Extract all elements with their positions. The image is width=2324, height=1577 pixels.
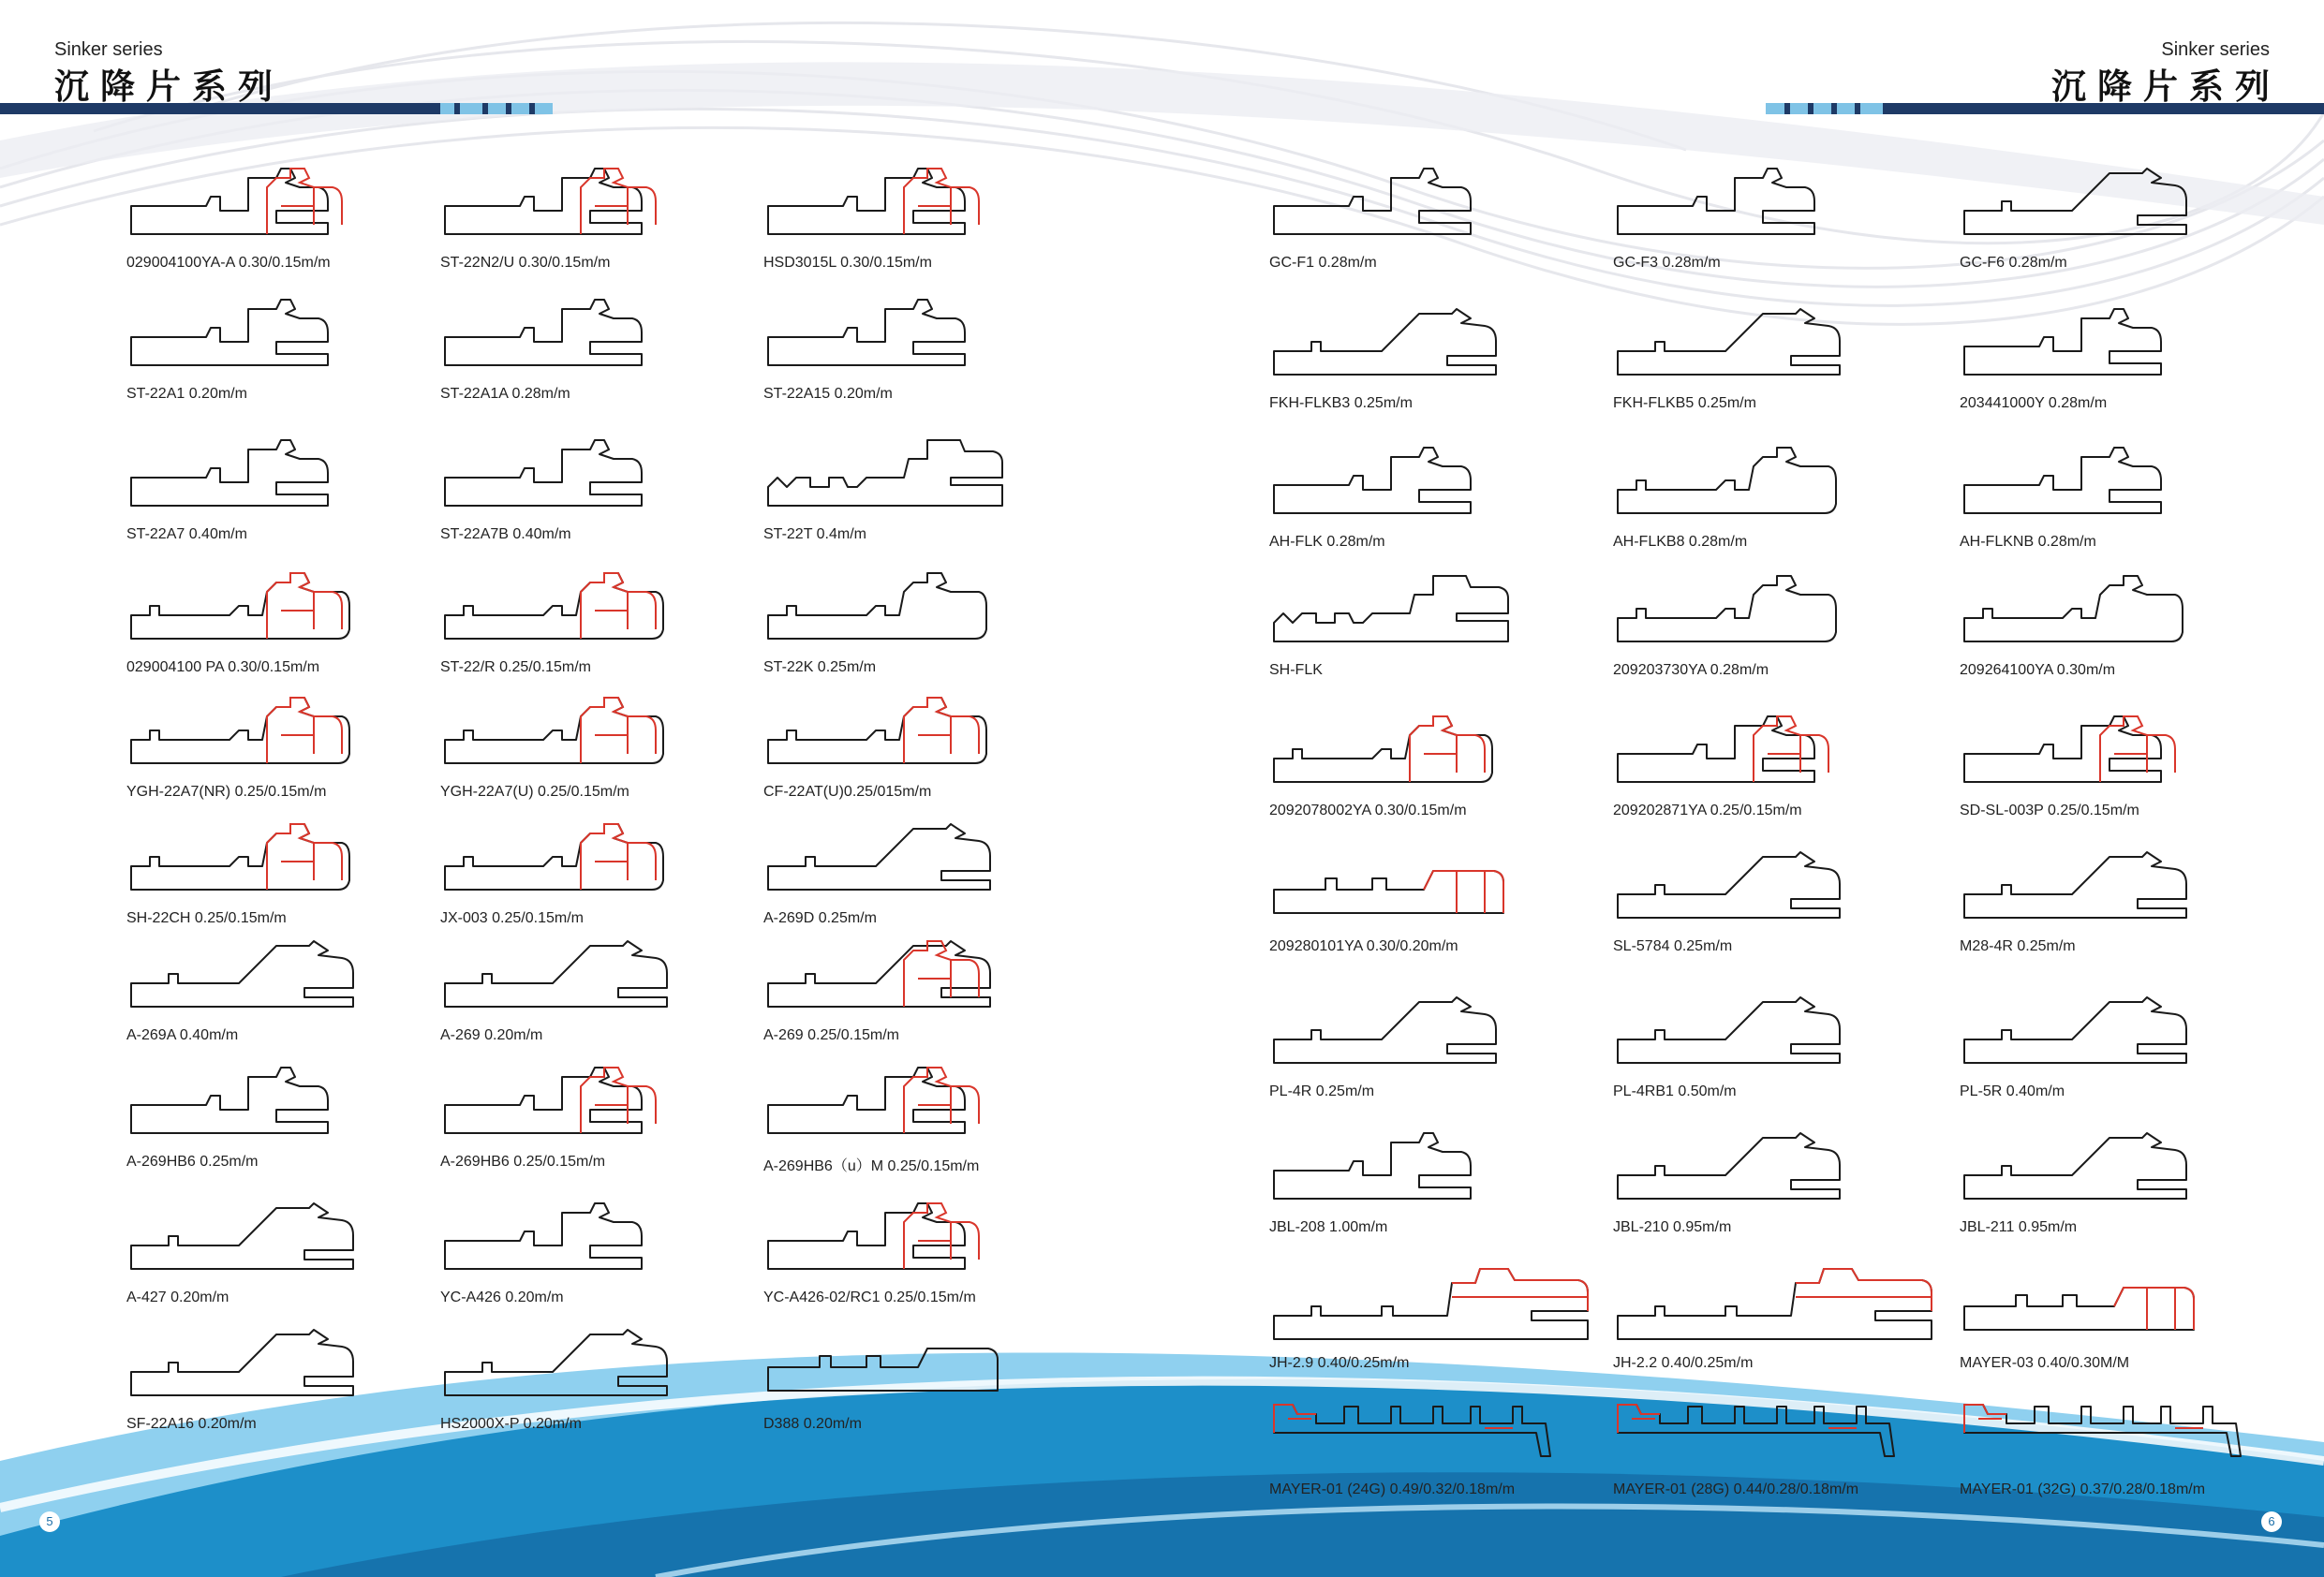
sinker-model-label: JH-2.2 0.40/0.25m/m (1613, 1355, 1754, 1371)
left-header-stripe (506, 103, 511, 114)
sinker-profile-path (1618, 1133, 1840, 1199)
sinker-profile-path (768, 698, 986, 763)
sinker-highlight-path (581, 1068, 656, 1133)
sinker-model-label: MAYER-03 0.40/0.30M/M (1960, 1355, 2130, 1371)
sinker-outline-icon (1613, 997, 1866, 1082)
sinker-profile-path (1274, 169, 1471, 234)
sinker-profile-path (445, 698, 663, 763)
sinker-model-label: 209203730YA 0.28m/m (1613, 662, 1769, 678)
sinker-highlight-path (1964, 1405, 2203, 1433)
sinker-profile-path (445, 941, 667, 1007)
sinker-model-label: ST-22A7B 0.40m/m (440, 526, 571, 542)
sinker-model-label: PL-5R 0.40m/m (1960, 1083, 2065, 1099)
sinker-model-label: YC-A426-02/RC1 0.25/0.15m/m (763, 1290, 976, 1305)
sinker-outline-icon (1269, 1269, 1597, 1353)
sinker-outline-icon (763, 1203, 1016, 1288)
sinker-profile-path (1964, 716, 2161, 782)
sinker-model-label: SH-FLK (1269, 662, 1323, 678)
sinker-profile-path (1274, 1405, 1550, 1456)
sinker-highlight-path (904, 1068, 979, 1133)
sinker-outline-icon (1960, 716, 2213, 801)
sinker-model-label: A-269HB6 0.25/0.15m/m (440, 1154, 606, 1170)
sinker-model-label: PL-4R 0.25m/m (1269, 1083, 1375, 1099)
sinker-outline-icon (1960, 1269, 2213, 1353)
sinker-model-label: A-269HB6（u）M 0.25/0.15m/m (763, 1158, 980, 1174)
sinker-outline-icon (763, 1068, 1016, 1152)
sinker-profile-path (1274, 309, 1496, 375)
sinker-highlight-path (1754, 716, 1828, 782)
sinker-model-label: 209202871YA 0.25/0.15m/m (1613, 803, 1802, 818)
sinker-model-label: ST-22K 0.25m/m (763, 659, 877, 675)
sinker-model-label: JBL-211 0.95m/m (1960, 1219, 2078, 1235)
sinker-outline-icon (1960, 309, 2213, 393)
sinker-outline-icon (1269, 1133, 1522, 1217)
right-header-stripe (1831, 103, 1837, 114)
sinker-outline-icon (1269, 169, 1522, 253)
sinker-outline-icon (440, 698, 693, 782)
sinker-outline-icon (1613, 1133, 1866, 1217)
sinker-outline-icon (1960, 169, 2213, 253)
sinker-profile-path (131, 573, 349, 639)
sinker-profile-path (768, 300, 965, 365)
sinker-profile-path (1964, 997, 2186, 1063)
sinker-highlight-path (904, 1203, 979, 1269)
sinker-profile-path (445, 573, 663, 639)
sinker-outline-icon (763, 573, 1016, 657)
sinker-outline-icon (763, 1330, 1016, 1414)
right-page-number: 6 (2261, 1511, 2282, 1532)
sinker-outline-icon (126, 1330, 379, 1414)
sinker-model-label: CF-22AT(U)0.25/015m/m (763, 784, 932, 800)
sinker-model-label: YC-A426 0.20m/m (440, 1290, 564, 1305)
sinker-outline-icon (763, 824, 1016, 908)
sinker-profile-path (1964, 169, 2186, 234)
sinker-profile-path (131, 941, 353, 1007)
sinker-profile-path (768, 1203, 965, 1269)
sinker-profile-path (1274, 716, 1492, 782)
sinker-profile-path (1274, 1133, 1471, 1199)
sinker-highlight-path (267, 169, 342, 234)
sinker-outline-icon (763, 300, 1016, 384)
sinker-highlight-path (1424, 871, 1503, 913)
sinker-model-label: SL-5784 0.25m/m (1613, 938, 1733, 954)
sinker-profile-path (131, 698, 349, 763)
sinker-outline-icon (440, 1068, 693, 1152)
sinker-profile-path (768, 440, 1002, 506)
sinker-profile-path (1618, 169, 1814, 234)
sinker-model-label: 209280101YA 0.30/0.20m/m (1269, 938, 1458, 954)
sinker-model-label: A-269HB6 0.25m/m (126, 1154, 259, 1170)
sinker-profile-path (768, 941, 990, 1007)
sinker-model-label: ST-22A1 0.20m/m (126, 386, 247, 402)
sinker-outline-icon (440, 941, 693, 1025)
sinker-outline-icon (1269, 309, 1522, 393)
sinker-highlight-path (1796, 1269, 1932, 1311)
sinker-model-label: YGH-22A7(U) 0.25/0.15m/m (440, 784, 629, 800)
sinker-profile-path (445, 824, 663, 890)
sinker-profile-path (768, 573, 986, 639)
sinker-profile-path (1618, 852, 1840, 918)
sinker-profile-path (1618, 309, 1840, 375)
sinker-model-label: 029004100 PA 0.30/0.15m/m (126, 659, 320, 675)
sinker-outline-icon (126, 440, 379, 524)
sinker-model-label: 203441000Y 0.28m/m (1960, 395, 2108, 411)
sinker-outline-icon (126, 1203, 379, 1288)
sinker-profile-path (1618, 1405, 1894, 1456)
sinker-model-label: ST-22A1A 0.28m/m (440, 386, 570, 402)
sinker-highlight-path (1618, 1405, 1857, 1433)
sinker-profile-path (1274, 997, 1496, 1063)
sinker-model-label: AH-FLKB8 0.28m/m (1613, 534, 1748, 550)
sinker-model-label: HS2000X-P 0.20m/m (440, 1416, 582, 1432)
sinker-outline-icon (440, 1203, 693, 1288)
sinker-highlight-path (904, 169, 979, 234)
sinker-model-label: ST-22N2/U 0.30/0.15m/m (440, 255, 611, 271)
sinker-outline-icon (1269, 852, 1522, 936)
sinker-model-label: ST-22A7 0.40m/m (126, 526, 247, 542)
sinker-highlight-path (581, 698, 656, 763)
sinker-profile-path (445, 1203, 642, 1269)
sinker-profile-path (1274, 576, 1508, 641)
sinker-outline-icon (126, 300, 379, 384)
sinker-model-label: HSD3015L 0.30/0.15m/m (763, 255, 932, 271)
sinker-highlight-path (1274, 1405, 1513, 1433)
sinker-model-label: JH-2.9 0.40/0.25m/m (1269, 1355, 1410, 1371)
sinker-outline-icon (1960, 852, 2213, 936)
right-header-chinese: 沉降片系列 (2051, 66, 2281, 107)
sinker-profile-path (445, 440, 642, 506)
sinker-outline-icon (1960, 1395, 2213, 1480)
sinker-highlight-path (581, 573, 656, 639)
right-header-english: Sinker series (2161, 39, 2270, 60)
sinker-model-label: SD-SL-003P 0.25/0.15m/m (1960, 803, 2139, 818)
sinker-model-label: 2092078002YA 0.30/0.15m/m (1269, 803, 1467, 818)
sinker-profile-path (1618, 448, 1836, 513)
sinker-highlight-path (2114, 1288, 2194, 1330)
sinker-model-label: M28-4R 0.25m/m (1960, 938, 2076, 954)
sinker-model-label: A-269D 0.25m/m (763, 910, 877, 926)
sinker-profile-path (1274, 448, 1471, 513)
sinker-model-label: MAYER-01 (24G) 0.49/0.32/0.18m/m (1269, 1481, 1516, 1497)
sinker-highlight-path (1410, 716, 1485, 782)
left-header-chinese: 沉降片系列 (54, 66, 284, 107)
sinker-outline-icon (1613, 576, 1866, 660)
sinker-model-label: GC-F3 0.28m/m (1613, 255, 1721, 271)
sinker-outline-icon (126, 824, 379, 908)
sinker-outline-icon (1960, 1133, 2213, 1217)
sinker-model-label: D388 0.20m/m (763, 1416, 862, 1432)
sinker-model-label: FKH-FLKB5 0.25m/m (1613, 395, 1756, 411)
sinker-model-label: MAYER-01 (32G) 0.37/0.28/0.18m/m (1960, 1481, 2206, 1497)
sinker-outline-icon (1613, 852, 1866, 936)
sinker-outline-icon (440, 169, 693, 253)
sinker-highlight-path (581, 169, 656, 234)
sinker-outline-icon (1613, 1269, 1941, 1353)
sinker-model-label: JBL-210 0.95m/m (1613, 1219, 1732, 1235)
sinker-highlight-path (267, 824, 342, 890)
sinker-profile-path (131, 300, 328, 365)
sinker-model-label: GC-F1 0.28m/m (1269, 255, 1377, 271)
sinker-model-label: ST-22T 0.4m/m (763, 526, 866, 542)
sinker-outline-icon (1960, 448, 2213, 532)
sinker-profile-path (768, 824, 990, 890)
sinker-outline-icon (763, 941, 1016, 1025)
sinker-profile-path (1964, 448, 2161, 513)
sinker-outline-icon (1269, 1395, 1522, 1480)
sinker-highlight-path (1452, 1269, 1588, 1311)
sinker-profile-path (768, 169, 965, 234)
sinker-outline-icon (1960, 576, 2213, 660)
sinker-outline-icon (1613, 448, 1866, 532)
sinker-outline-icon (440, 300, 693, 384)
sinker-highlight-path (267, 698, 342, 763)
sinker-profile-path (131, 169, 328, 234)
sinker-profile-path (445, 1330, 667, 1395)
sinker-profile-path (131, 440, 328, 506)
sinker-profile-path (1964, 1405, 2241, 1456)
sinker-model-label: A-269 0.25/0.15m/m (763, 1027, 899, 1043)
sinker-highlight-path (904, 698, 979, 763)
right-header-stripe (1855, 103, 1860, 114)
sinker-profile-path (445, 300, 642, 365)
sinker-model-label: PL-4RB1 0.50m/m (1613, 1083, 1737, 1099)
sinker-model-label: JX-003 0.25/0.15m/m (440, 910, 584, 926)
sinker-model-label: SH-22CH 0.25/0.15m/m (126, 910, 287, 926)
sinker-model-label: MAYER-01 (28G) 0.44/0.28/0.18m/m (1613, 1481, 1859, 1497)
left-header-stripe (482, 103, 488, 114)
sinker-model-label: A-269A 0.40m/m (126, 1027, 239, 1043)
right-header-accent (1766, 103, 1883, 114)
sinker-profile-path (131, 1330, 353, 1395)
left-header-stripe (454, 103, 460, 114)
sinker-outline-icon (126, 169, 379, 253)
sinker-outline-icon (763, 169, 1016, 253)
sinker-outline-icon (1960, 997, 2213, 1082)
left-header-stripe (529, 103, 535, 114)
sinker-outline-icon (1269, 716, 1522, 801)
sinker-profile-path (768, 1349, 998, 1391)
sinker-outline-icon (440, 824, 693, 908)
sinker-model-label: FKH-FLKB3 0.25m/m (1269, 395, 1413, 411)
sinker-outline-icon (763, 698, 1016, 782)
sinker-highlight-path (2100, 716, 2175, 782)
sinker-model-label: A-427 0.20m/m (126, 1290, 229, 1305)
right-header-stripe (1808, 103, 1813, 114)
sinker-outline-icon (440, 573, 693, 657)
sinker-profile-path (1964, 309, 2161, 375)
sinker-outline-icon (1269, 997, 1522, 1082)
sinker-model-label: 209264100YA 0.30m/m (1960, 662, 2116, 678)
sinker-profile-path (131, 1203, 353, 1269)
sinker-outline-icon (1613, 169, 1866, 253)
left-header-english: Sinker series (54, 39, 163, 60)
sinker-profile-path (1618, 997, 1840, 1063)
sinker-outline-icon (1269, 576, 1522, 660)
sinker-outline-icon (126, 698, 379, 782)
sinker-outline-icon (1613, 716, 1866, 801)
sinker-profile-path (445, 169, 642, 234)
sinker-outline-icon (440, 1330, 693, 1414)
sinker-model-label: ST-22A15 0.20m/m (763, 386, 893, 402)
sinker-profile-path (1964, 576, 2183, 641)
right-header-stripe (1784, 103, 1790, 114)
sinker-profile-path (131, 824, 349, 890)
sinker-model-label: AH-FLKNB 0.28m/m (1960, 534, 2096, 550)
sinker-model-label: JBL-208 1.00m/m (1269, 1219, 1388, 1235)
sinker-profile-path (1964, 1133, 2186, 1199)
sinker-model-label: YGH-22A7(NR) 0.25/0.15m/m (126, 784, 327, 800)
sinker-model-label: SF-22A16 0.20m/m (126, 1416, 257, 1432)
sinker-model-label: GC-F6 0.28m/m (1960, 255, 2067, 271)
sinker-profile-path (1964, 1288, 2194, 1330)
sinker-model-label: 029004100YA-A 0.30/0.15m/m (126, 255, 331, 271)
sinker-model-label: ST-22/R 0.25/0.15m/m (440, 659, 591, 675)
sinker-profile-path (131, 1068, 328, 1133)
sinker-profile-path (1618, 716, 1814, 782)
sinker-model-label: A-269 0.20m/m (440, 1027, 543, 1043)
sinker-outline-icon (126, 941, 379, 1025)
sinker-outline-icon (1613, 1395, 1866, 1480)
sinker-model-label: AH-FLK 0.28m/m (1269, 534, 1385, 550)
sinker-highlight-path (581, 824, 656, 890)
sinker-profile-path (1618, 576, 1836, 641)
sinker-profile-path (1964, 852, 2186, 918)
sinker-outline-icon (763, 440, 1016, 524)
sinker-outline-icon (1613, 309, 1866, 393)
sinker-highlight-path (267, 573, 342, 639)
left-page-number: 5 (39, 1511, 60, 1532)
sinker-outline-icon (126, 1068, 379, 1152)
sinker-outline-icon (126, 573, 379, 657)
sinker-profile-path (768, 1068, 965, 1133)
sinker-profile-path (1274, 871, 1503, 913)
sinker-profile-path (445, 1068, 642, 1133)
sinker-outline-icon (440, 440, 693, 524)
sinker-outline-icon (1269, 448, 1522, 532)
